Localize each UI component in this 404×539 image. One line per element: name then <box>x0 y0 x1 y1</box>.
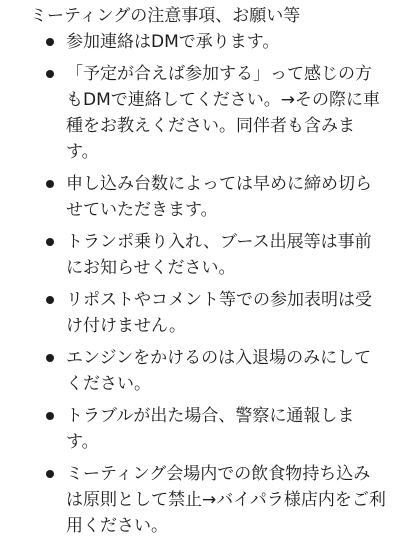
list-item-text: 参加連絡はDMで承ります。 <box>66 32 280 52</box>
list-item <box>30 461 386 539</box>
section-heading: ミーティングの注意事項、お願い等 <box>30 6 301 26</box>
bullet-icon <box>46 38 54 46</box>
list-item-text: エンジンをかけるのは入退場のみにしてください。 <box>66 348 372 394</box>
list-item <box>30 171 386 223</box>
list-item <box>30 61 386 165</box>
list-item-text: トラブルが出た場合、警察に通報します。 <box>66 406 355 452</box>
bullet-icon <box>46 296 54 304</box>
notes-list <box>30 29 386 539</box>
list-item <box>30 229 386 281</box>
bullet-icon <box>46 470 54 478</box>
list-item-text: リポストやコメント等での参加表明は受け付けません。 <box>66 290 372 336</box>
list-item-text: 申し込み台数によっては早めに締め切らせていただきます。 <box>66 174 372 220</box>
list-item-text: 「予定が合えば参加する」って感じの方もDMで連絡してください。→その際に車種をお教えください。同伴者も含みます。 <box>66 64 381 162</box>
list-item-text: ミーティング会場内での飲食物持ち込みは原則として禁止→バイパラ様店内をご利用ください。 <box>66 464 386 536</box>
list-item <box>30 287 386 339</box>
bullet-icon <box>46 180 54 188</box>
bullet-icon <box>46 70 54 78</box>
bullet-icon <box>46 354 54 362</box>
bullet-icon <box>46 412 54 420</box>
bullet-icon <box>46 238 54 246</box>
list-item <box>30 403 386 455</box>
list-item <box>30 29 386 55</box>
list-item <box>30 345 386 397</box>
list-item-text: トランポ乗り入れ、ブース出展等は事前にお知らせください。 <box>66 232 372 278</box>
